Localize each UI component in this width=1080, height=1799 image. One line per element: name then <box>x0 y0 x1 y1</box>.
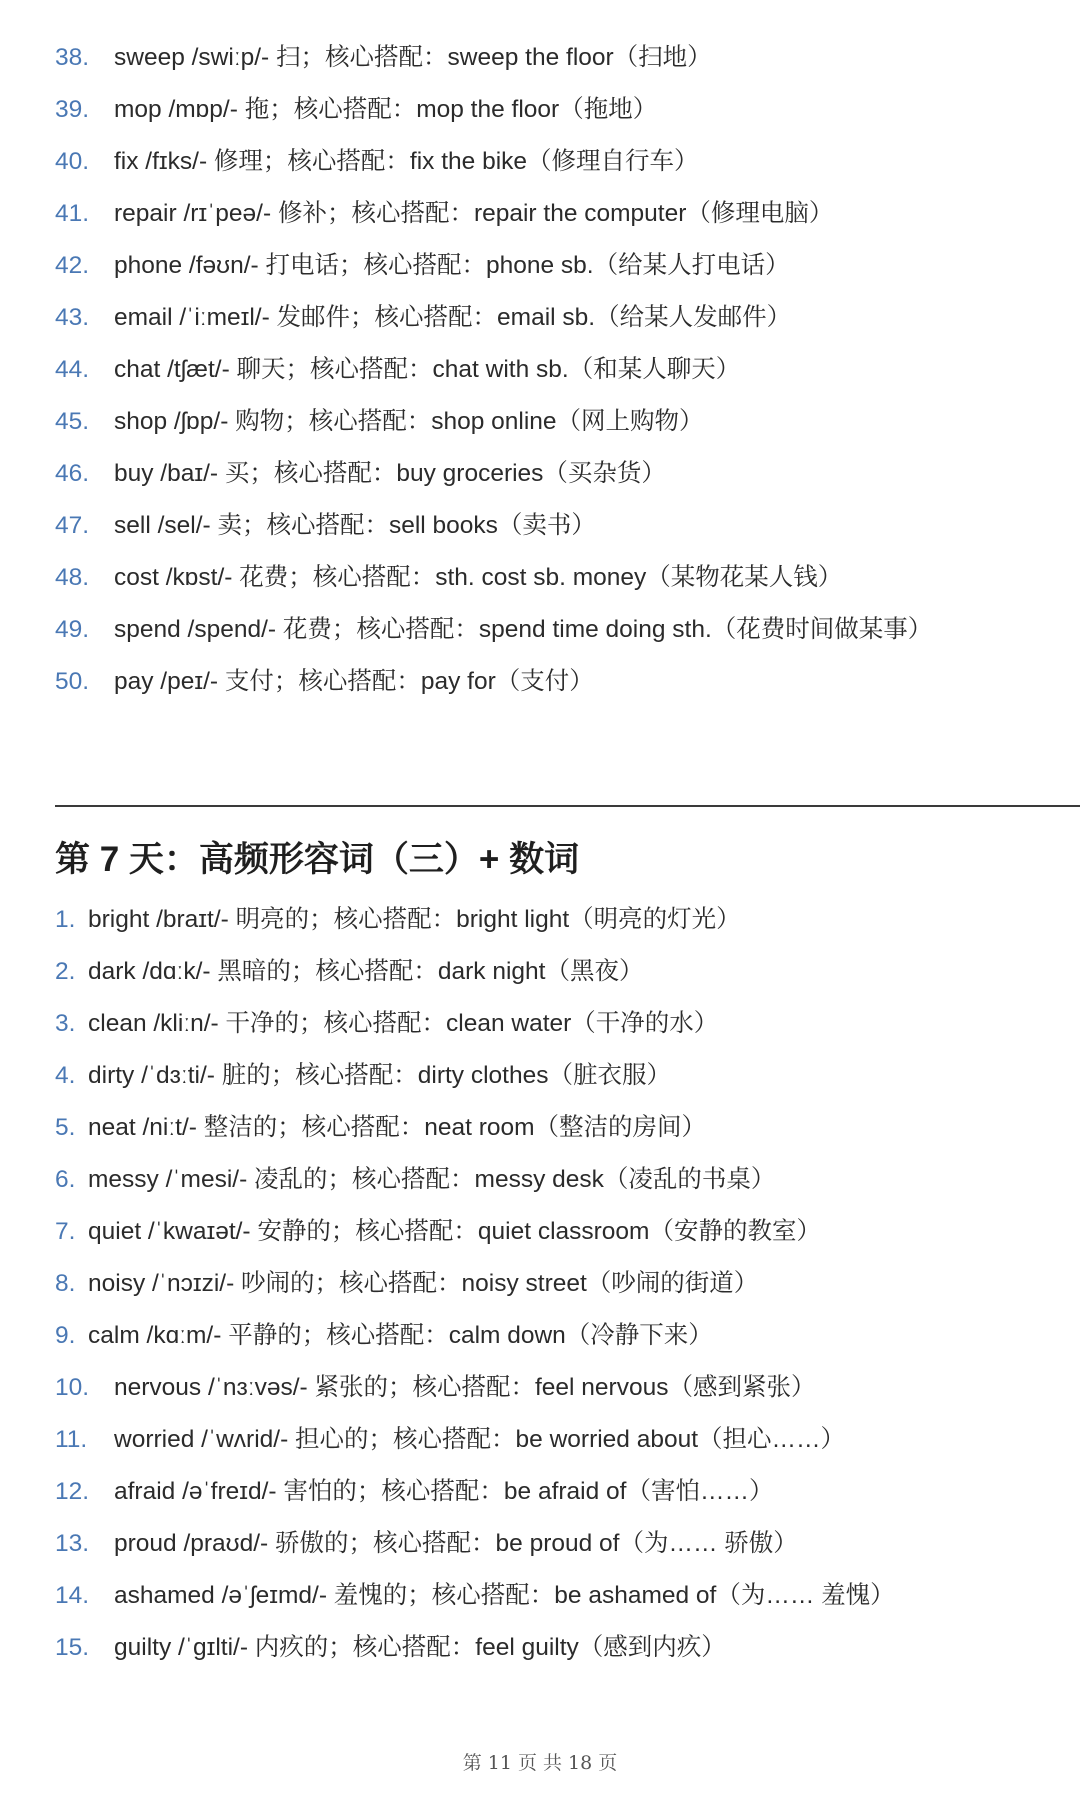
item-number: 7. <box>55 1218 76 1245</box>
list-item <box>0 1622 1080 1674</box>
vocab-list-top <box>0 32 1080 708</box>
list-item <box>0 188 1080 240</box>
list-item <box>0 1414 1080 1466</box>
item-text: spend /spend/- 花费；核心搭配：spend time doing sth.（花费时间做某事） <box>114 616 933 643</box>
item-number: 3. <box>55 1010 76 1037</box>
item-text: noisy /ˈnɔɪzi/- 吵闹的；核心搭配：noisy street（吵闹的街道） <box>88 1270 759 1297</box>
list-item <box>0 998 1080 1050</box>
list-item <box>0 1518 1080 1570</box>
list-item <box>0 448 1080 500</box>
list-item <box>0 136 1080 188</box>
list-item <box>0 552 1080 604</box>
item-text: afraid /əˈfreɪd/- 害怕的；核心搭配：be afraid of（害怕……） <box>114 1478 774 1505</box>
item-number: 45. <box>55 408 90 435</box>
item-number: 43. <box>55 304 90 331</box>
item-number: 6. <box>55 1166 76 1193</box>
item-number: 38. <box>55 44 90 71</box>
item-number: 50. <box>55 668 90 695</box>
item-number: 15. <box>55 1634 90 1661</box>
item-text: proud /praʊd/- 骄傲的；核心搭配：be proud of（为…… 骄傲） <box>114 1530 798 1557</box>
item-text: shop /ʃɒp/- 购物；核心搭配：shop online（网上购物） <box>114 408 704 435</box>
list-item <box>0 1206 1080 1258</box>
item-text: email /ˈiːmeɪl/- 发邮件；核心搭配：email sb.（给某人发邮件） <box>114 304 792 331</box>
list-item <box>0 396 1080 448</box>
item-text: quiet /ˈkwaɪət/- 安静的；核心搭配：quiet classroom（安静的教室） <box>88 1218 821 1245</box>
item-number: 2. <box>55 958 76 985</box>
item-text: dark /dɑːk/- 黑暗的；核心搭配：dark night（黑夜） <box>88 958 644 985</box>
item-text: sweep /swiːp/- 扫；核心搭配：sweep the floor（扫地） <box>114 44 712 71</box>
item-text: repair /rɪˈpeə/- 修补；核心搭配：repair the computer（修理电脑） <box>114 200 834 227</box>
item-number: 44. <box>55 356 90 383</box>
item-text: neat /niːt/- 整洁的；核心搭配：neat room（整洁的房间） <box>88 1114 707 1141</box>
item-number: 13. <box>55 1530 90 1557</box>
item-text: clean /kliːn/- 干净的；核心搭配：clean water（干净的水） <box>88 1010 719 1037</box>
item-number: 11. <box>55 1426 88 1453</box>
item-text: ashamed /əˈʃeɪmd/- 羞愧的；核心搭配：be ashamed of（为…… 羞愧） <box>114 1582 895 1609</box>
item-number: 48. <box>55 564 90 591</box>
item-number: 40. <box>55 148 90 175</box>
item-text: fix /fɪks/- 修理；核心搭配：fix the bike（修理自行车） <box>114 148 699 175</box>
list-item <box>0 240 1080 292</box>
item-number: 12. <box>55 1478 90 1505</box>
item-text: mop /mɒp/- 拖；核心搭配：mop the floor（拖地） <box>114 96 658 123</box>
list-item <box>0 1258 1080 1310</box>
item-number: 1. <box>55 906 76 933</box>
item-number: 4. <box>55 1062 76 1089</box>
list-item <box>0 32 1080 84</box>
list-item <box>0 894 1080 946</box>
item-number: 14. <box>55 1582 90 1609</box>
vocab-list-bottom <box>0 894 1080 1674</box>
item-number: 49. <box>55 616 90 643</box>
item-text: nervous /ˈnɜːvəs/- 紧张的；核心搭配：feel nervous（感到紧张） <box>114 1374 816 1401</box>
list-item <box>0 604 1080 656</box>
list-item <box>0 292 1080 344</box>
item-number: 39. <box>55 96 90 123</box>
item-text: bright /braɪt/- 明亮的；核心搭配：bright light（明亮的灯光） <box>88 906 741 933</box>
item-text: phone /fəʊn/- 打电话；核心搭配：phone sb.（给某人打电话） <box>114 252 790 279</box>
item-text: cost /kɒst/- 花费；核心搭配：sth. cost sb. money（某物花某人钱） <box>114 564 843 591</box>
item-text: worried /ˈwʌrid/- 担心的；核心搭配：be worried about（担心……） <box>114 1426 846 1453</box>
item-text: buy /baɪ/- 买；核心搭配：buy groceries（买杂货） <box>114 460 666 487</box>
item-text: messy /ˈmesi/- 凌乱的；核心搭配：messy desk（凌乱的书桌） <box>88 1166 776 1193</box>
item-number: 41. <box>55 200 90 227</box>
section-divider <box>55 805 1080 807</box>
list-item <box>0 656 1080 708</box>
list-item <box>0 344 1080 396</box>
list-item <box>0 1362 1080 1414</box>
item-text: dirty /ˈdɜːti/- 脏的；核心搭配：dirty clothes（脏衣服） <box>88 1062 671 1089</box>
item-number: 47. <box>55 512 90 539</box>
page-footer: 第 11 页 共 18 页 <box>462 1752 618 1774</box>
item-number: 9. <box>55 1322 76 1349</box>
list-item <box>0 1570 1080 1622</box>
item-text: sell /sel/- 卖；核心搭配：sell books（卖书） <box>114 512 596 539</box>
item-text: guilty /ˈɡɪlti/- 内疚的；核心搭配：feel guilty（感到内疚） <box>114 1634 726 1661</box>
item-number: 8. <box>55 1270 76 1297</box>
item-number: 10. <box>55 1374 90 1401</box>
list-item <box>0 946 1080 998</box>
section-heading: 第 7 天：高频形容词（三）+ 数词 <box>55 840 580 879</box>
list-item <box>0 1154 1080 1206</box>
item-number: 42. <box>55 252 90 279</box>
item-text: pay /peɪ/- 支付；核心搭配：pay for（支付） <box>114 668 594 695</box>
item-number: 46. <box>55 460 90 487</box>
list-item <box>0 1466 1080 1518</box>
item-number: 5. <box>55 1114 76 1141</box>
list-item <box>0 84 1080 136</box>
list-item <box>0 1310 1080 1362</box>
item-text: chat /tʃæt/- 聊天；核心搭配：chat with sb.（和某人聊天） <box>114 356 741 383</box>
list-item <box>0 1102 1080 1154</box>
list-item <box>0 500 1080 552</box>
item-text: calm /kɑːm/- 平静的；核心搭配：calm down（冷静下来） <box>88 1322 713 1349</box>
list-item <box>0 1050 1080 1102</box>
